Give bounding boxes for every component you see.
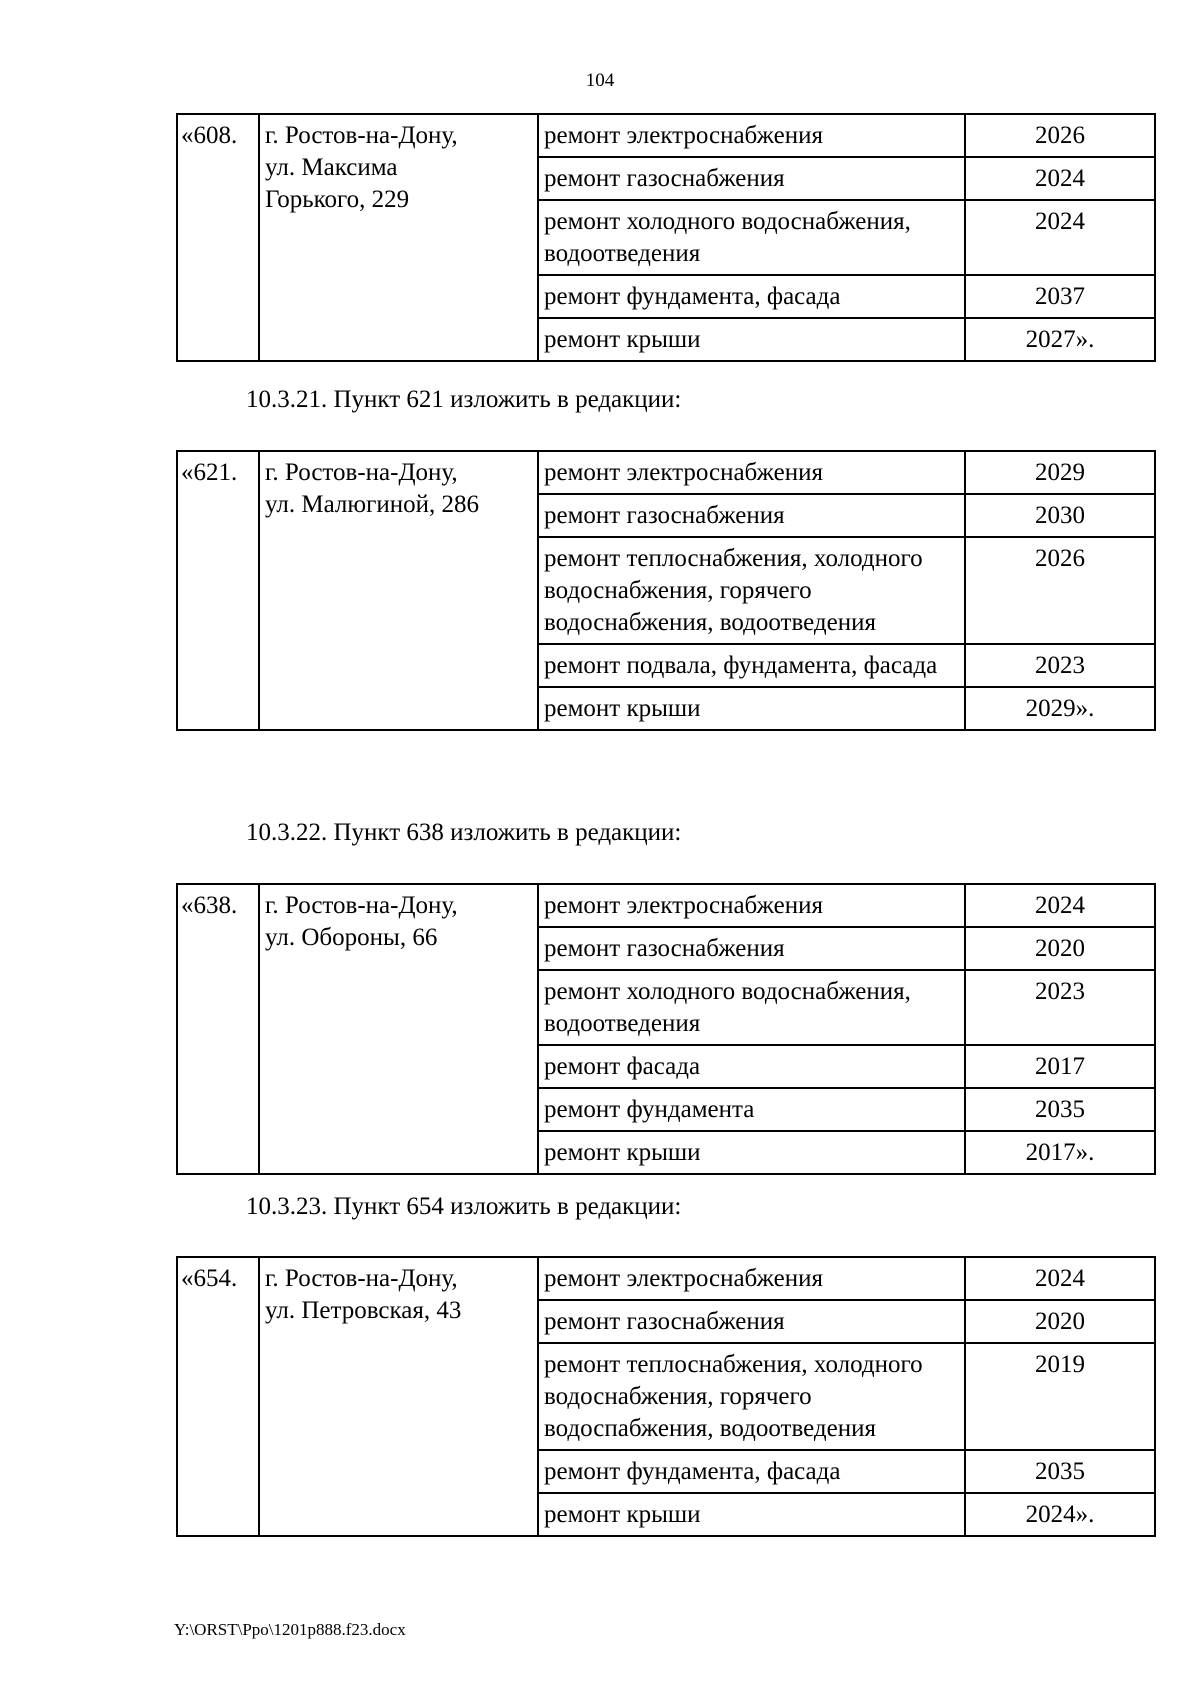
address-cell	[259, 451, 538, 730]
year-cell: 2017	[965, 1045, 1155, 1088]
year-cell: 2024	[965, 884, 1155, 927]
work-type-cell: ремонт газоснабжения	[538, 927, 965, 970]
work-type-cell: ремонт крыши	[538, 1493, 965, 1536]
table-row	[177, 451, 1155, 494]
work-type-cell: ремонт фасада	[538, 1045, 965, 1088]
address-cell	[259, 884, 538, 1174]
year-cell: 2035	[965, 1450, 1155, 1493]
year-cell: 2029».	[965, 687, 1155, 730]
year-cell: 2035	[965, 1088, 1155, 1131]
work-type-cell: ремонт теплоснабжения, холодного водоснабжения, горячего водоснабжения, водоотведения	[538, 537, 965, 644]
work-type-cell: ремонт крыши	[538, 1131, 965, 1174]
year-cell: 2020	[965, 1300, 1155, 1343]
address-line: Горького, 229	[265, 186, 410, 213]
work-type-cell: ремонт фундамента	[538, 1088, 965, 1131]
year-cell: 2030	[965, 494, 1155, 537]
work-type-cell: ремонт фундамента, фасада	[538, 1450, 965, 1493]
table-row	[177, 884, 1155, 927]
work-type-cell: ремонт электроснабжения	[538, 884, 965, 927]
work-type-cell: ремонт электроснабжения	[538, 451, 965, 494]
footer-file-path: Y:\ORST\Ppo\1201p888.f23.docx	[174, 1620, 406, 1639]
address-line: ул. Петровская, 43	[265, 1297, 462, 1324]
section-heading: 10.3.22. Пункт 638 изложить в редакции:	[246, 819, 682, 846]
year-cell: 2037	[965, 275, 1155, 318]
address-line: г. Ростов-на-Дону,	[265, 459, 458, 486]
year-cell: 2019	[965, 1343, 1155, 1450]
work-type-cell: ремонт крыши	[538, 318, 965, 361]
year-cell: 2029	[965, 451, 1155, 494]
page-number: 104	[585, 70, 615, 91]
work-type-cell: ремонт газоснабжения	[538, 157, 965, 200]
year-cell: 2024».	[965, 1493, 1155, 1536]
work-type-cell: ремонт крыши	[538, 687, 965, 730]
address-line: г. Ростов-на-Дону,	[265, 892, 458, 919]
work-type-cell: ремонт электроснабжения	[538, 1257, 965, 1300]
year-cell: 2017».	[965, 1131, 1155, 1174]
year-cell: 2023	[965, 970, 1155, 1045]
address-line: ул. Обороны, 66	[265, 924, 438, 951]
address-cell	[259, 114, 538, 361]
work-type-cell: ремонт газоснабжения	[538, 494, 965, 537]
work-type-cell: ремонт холодного водоснабжения, водоотведения	[538, 970, 965, 1045]
year-cell: 2024	[965, 200, 1155, 275]
table-row	[177, 1257, 1155, 1300]
item-number: «608.	[177, 114, 259, 361]
year-cell: 2026	[965, 537, 1155, 644]
year-cell: 2024	[965, 1257, 1155, 1300]
work-type-cell: ремонт подвала, фундамента, фасада	[538, 644, 965, 687]
work-type-cell: ремонт фундамента, фасада	[538, 275, 965, 318]
address-line: г. Ростов-на-Дону,	[265, 1265, 458, 1292]
amendment-table-621	[176, 450, 1156, 731]
year-cell: 2023	[965, 644, 1155, 687]
address-line: ул. Максима	[265, 154, 398, 181]
amendment-table-654	[176, 1256, 1156, 1537]
address-cell	[259, 1257, 538, 1536]
item-number: «638.	[177, 884, 259, 1174]
work-type-cell: ремонт холодного водоснабжения, водоотведения	[538, 200, 965, 275]
item-number: «621.	[177, 451, 259, 730]
section-heading: 10.3.23. Пункт 654 изложить в редакции:	[246, 1193, 682, 1220]
work-type-cell: ремонт теплоснабжения, холодного водоснабжения, горячего водоспабжения, водоотведения	[538, 1343, 965, 1450]
year-cell: 2020	[965, 927, 1155, 970]
work-type-cell: ремонт газоснабжения	[538, 1300, 965, 1343]
section-heading: 10.3.21. Пункт 621 изложить в редакции:	[246, 386, 682, 413]
year-cell: 2026	[965, 114, 1155, 157]
item-number: «654.	[177, 1257, 259, 1536]
amendment-table-608	[176, 113, 1156, 362]
year-cell: 2027».	[965, 318, 1155, 361]
address-line: ул. Малюгиной, 286	[265, 491, 479, 518]
table-row	[177, 114, 1155, 157]
year-cell: 2024	[965, 157, 1155, 200]
address-line: г. Ростов-на-Дону,	[265, 122, 458, 149]
work-type-cell: ремонт электроснабжения	[538, 114, 965, 157]
amendment-table-638	[176, 883, 1156, 1175]
